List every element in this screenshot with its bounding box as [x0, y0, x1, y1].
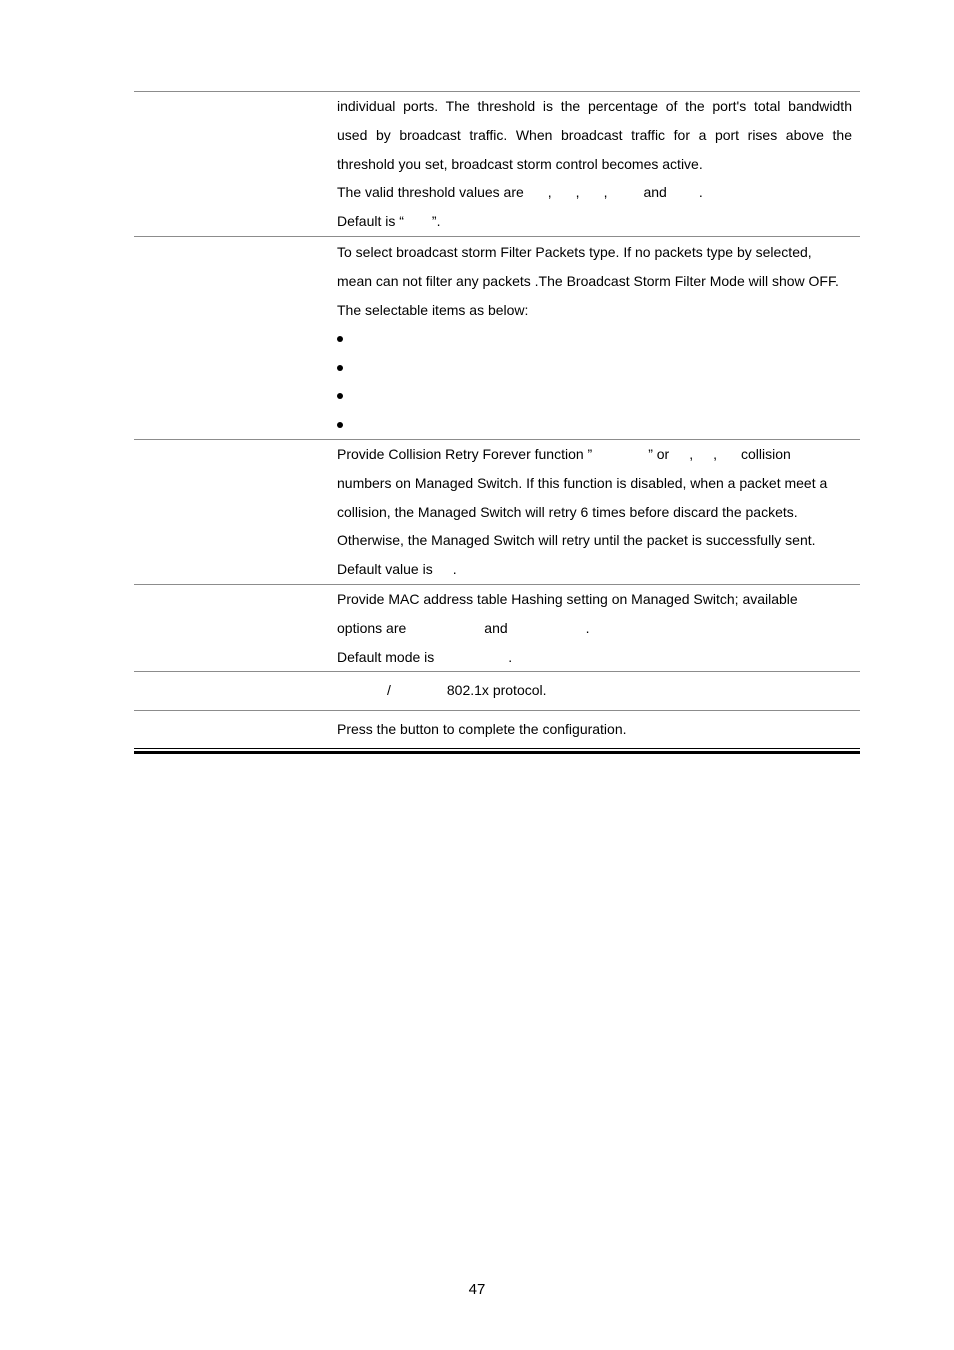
description-cell: [335, 440, 852, 584]
parameter-name-cell: [134, 711, 335, 749]
text-line: mean can not filter any packets .The Broadcast Storm Filter Mode will show OFF.: [337, 272, 839, 289]
description-cell: [335, 711, 852, 749]
text-line: Provide Collision Retry Forever function ” ” or , , collision: [337, 446, 791, 462]
list-item: [337, 411, 852, 440]
text-line: To select broadcast storm Filter Packets type. If no packets type by selected,: [337, 244, 812, 260]
description-cell: [335, 237, 852, 439]
text-line: used by broadcast traffic. When broadcast traffic for a port rises above the: [337, 126, 852, 143]
parameter-name-cell: [134, 672, 335, 710]
bullet-icon: [337, 393, 343, 399]
text-line: The selectable items as below:: [337, 301, 529, 318]
parameter-name-cell: [134, 237, 335, 439]
table-row: [134, 711, 860, 749]
text-line: / 802.1x protocol.: [387, 682, 547, 698]
parameter-table: [134, 91, 860, 749]
default-line: Default value is .: [337, 561, 457, 578]
table-bottom-border: [134, 748, 860, 754]
list-item: [337, 382, 852, 411]
default-line: Default mode is .: [337, 648, 513, 665]
list-item: [337, 324, 852, 353]
parameter-name-cell: [134, 440, 335, 584]
bullet-icon: [337, 336, 343, 342]
text-line: Press the button to complete the configuration.: [337, 721, 627, 737]
text-line: numbers on Managed Switch. If this function is disabled, when a packet meet a: [337, 474, 828, 491]
table-row: [134, 585, 860, 672]
bullet-icon: [337, 422, 343, 428]
text-line: collision, the Managed Switch will retry 6 times before discard the packets.: [337, 503, 798, 520]
table-row: [134, 440, 860, 585]
default-line: Default is “ ”.: [337, 213, 441, 230]
parameter-name-cell: [134, 585, 335, 671]
description-cell: [335, 585, 852, 671]
text-line: Otherwise, the Managed Switch will retry until the packet is successfully sent.: [337, 532, 816, 549]
page-number: 47: [468, 1281, 486, 1298]
description-cell: [335, 672, 852, 710]
list-item: [337, 353, 852, 382]
parameter-name-cell: [134, 92, 335, 236]
table-row: [134, 92, 860, 237]
description-cell: [335, 92, 852, 236]
table-row: [134, 237, 860, 440]
bullet-icon: [337, 365, 343, 371]
text-line: threshold you set, broadcast storm control becomes active.: [337, 155, 703, 172]
text-line: Provide MAC address table Hashing setting on Managed Switch; available: [337, 591, 798, 607]
text-line: individual ports. The threshold is the percentage of the port's total bandwidth: [337, 98, 852, 114]
valid-values-line: The valid threshold values are , , , and .: [337, 184, 703, 201]
text-line: options are and .: [337, 619, 590, 636]
table-row: [134, 672, 860, 711]
